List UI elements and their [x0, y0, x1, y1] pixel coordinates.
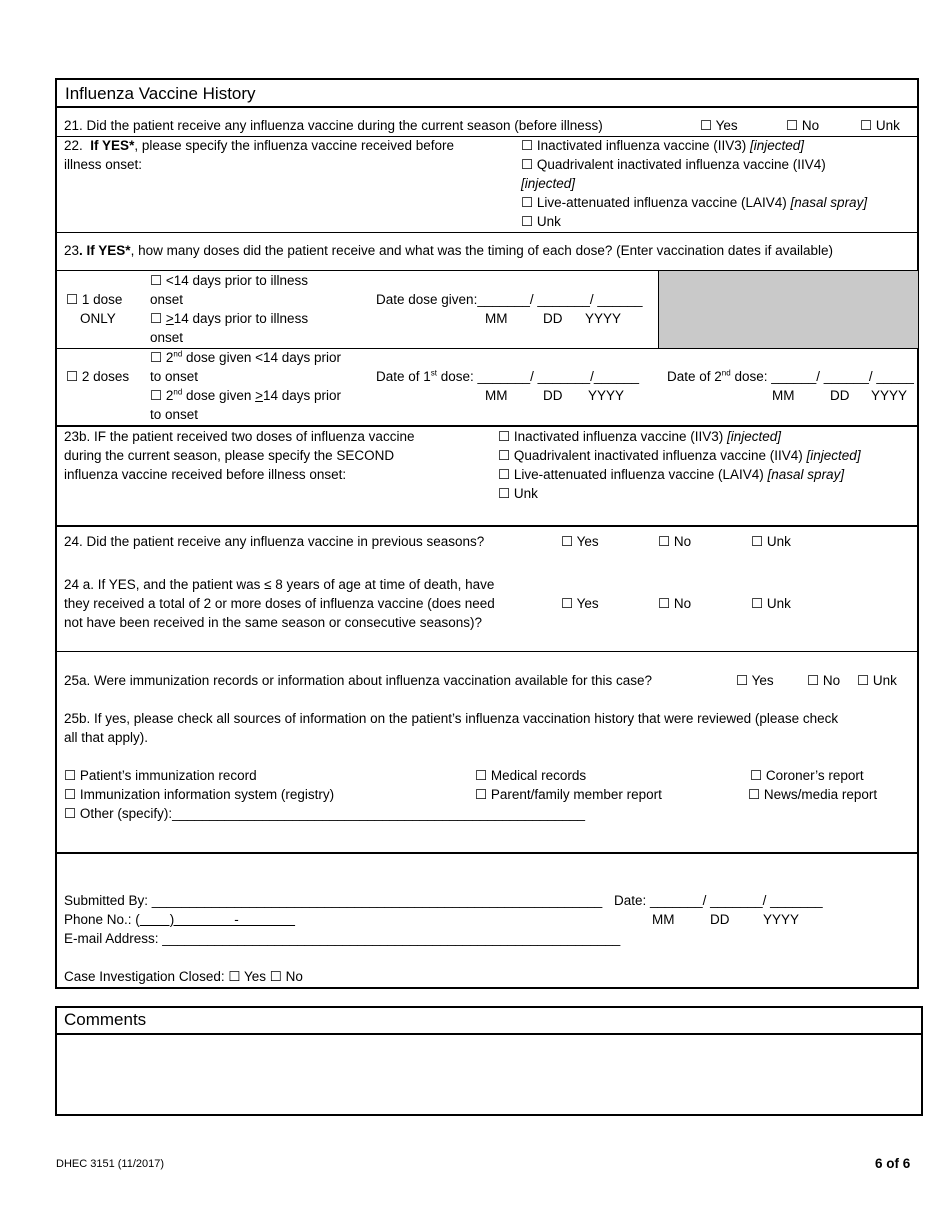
divider — [56, 651, 918, 652]
yyyy-label: YYYY — [871, 388, 908, 403]
divider — [56, 425, 918, 427]
q23b-iiv3-label: ☐ Inactivated influenza vaccine (IIV3) — [498, 429, 724, 444]
source-registry[interactable]: ☐ Immunization information system (registry) — [64, 787, 335, 802]
date1-b: dose: _______/ _______/______ — [437, 369, 639, 384]
q21-unk-checkbox[interactable]: ☐ Unk — [860, 118, 900, 133]
q23-label — [64, 243, 833, 258]
ge-symbol: > — [165, 311, 174, 326]
dd-label: DD — [830, 388, 850, 403]
q22-option-laiv4-tag: [nasal spray] — [790, 195, 868, 210]
one-dose-ge14-box: ☐ — [150, 311, 166, 326]
q25a-text: 25a. Were immunization records or information about influenza vaccination available for this case? — [64, 673, 653, 688]
date2-a: Date of 2 — [667, 369, 722, 384]
q21-yes-checkbox[interactable]: ☐ Yes — [700, 118, 738, 133]
date-second-dose[interactable] — [667, 369, 914, 384]
divider — [56, 525, 918, 527]
date-first-dose[interactable] — [376, 369, 639, 384]
mm-label: MM — [652, 912, 675, 927]
phone-field[interactable] — [64, 912, 295, 927]
q22-label — [64, 138, 454, 153]
two-dose-lt14-a: ☐ 2 — [150, 350, 174, 365]
submitted-by-field[interactable]: Submitted By: ____________________________________________________________ — [64, 893, 603, 908]
q24-unk-checkbox[interactable]: ☐ Unk — [751, 534, 791, 549]
date1-a: Date of 1 — [376, 369, 431, 384]
sup: nd — [173, 349, 183, 359]
submit-date-field[interactable]: Date: _______/ _______/ _______ — [614, 893, 823, 908]
one-dose-ge14-l2: onset — [150, 330, 184, 345]
q23-bold: . If YES* — [79, 243, 131, 258]
two-dose-lt14-l2: to onset — [150, 369, 199, 384]
q23b-iiv4-tag: [injected] — [806, 448, 861, 463]
two-dose-lt14-b: dose given <14 days prior — [182, 350, 342, 365]
two-dose-ge14-b: dose given — [182, 388, 256, 403]
email-field[interactable]: E-mail Address: _____________________________________________________________ — [64, 931, 621, 946]
divider — [56, 348, 918, 349]
q22-option-iiv3-tag: [injected] — [749, 138, 805, 153]
sup: st — [430, 368, 438, 378]
q25b-l2: all that apply). — [64, 730, 149, 745]
dd-label: DD — [543, 311, 563, 326]
q24a-l3: not have been received in the same season or consecutive seasons)? — [64, 615, 483, 630]
yyyy-label: YYYY — [585, 311, 622, 326]
phone-blank: ) - — [139, 912, 296, 927]
q24a-yes-checkbox[interactable]: ☐ Yes — [561, 596, 599, 611]
mm-label: MM — [485, 311, 508, 326]
q22-option-laiv4[interactable] — [521, 195, 867, 211]
q22-option-iiv4-tag: [injected] — [521, 176, 576, 191]
dd-label: DD — [710, 912, 730, 927]
q23b-l2: during the current season, please specify the SECOND — [64, 448, 395, 463]
comments-title: Comments — [64, 1010, 147, 1029]
q24a-unk-checkbox[interactable]: ☐ Unk — [751, 596, 791, 611]
source-immunization-record[interactable]: ☐ Patient’s immunization record — [64, 768, 257, 783]
date-dose-given[interactable]: Date dose given:_______/ _______/ ______ — [376, 292, 643, 307]
q23b-option-iiv4[interactable] — [498, 448, 861, 464]
source-parent-report[interactable]: ☐ Parent/family member report — [475, 787, 662, 802]
q22-option-unk[interactable]: ☐ Unk — [521, 214, 561, 229]
two-dose-ge14-a: ☐ 2 — [150, 388, 174, 403]
two-doses-checkbox[interactable]: ☐ 2 doses — [66, 369, 130, 384]
q25a-unk-checkbox[interactable]: ☐ Unk — [857, 673, 897, 688]
divider — [56, 106, 918, 108]
q22-num: 22. — [64, 138, 83, 153]
q23b-laiv4-tag: [nasal spray] — [767, 467, 845, 482]
divider — [56, 136, 918, 137]
source-medical-records[interactable]: ☐ Medical records — [475, 768, 587, 783]
form-id: DHEC 3151 (11/2017) — [56, 1158, 165, 1170]
q25b-l1: 25b. If yes, please check all sources of information on the patient’s influenza vaccination history that were reviewed (please check — [64, 711, 839, 726]
q23b-iiv3-tag: [injected] — [726, 429, 782, 444]
q23b-l1: 23b. IF the patient received two doses of influenza vaccine — [64, 429, 415, 444]
q23b-option-laiv4[interactable] — [498, 467, 844, 483]
q23b-option-iiv3[interactable] — [498, 429, 781, 445]
q22-rest: , please specify the influenza vaccine received before — [134, 138, 455, 153]
divider — [56, 232, 918, 233]
q22-option-iiv4[interactable]: ☐ Quadrivalent inactivated influenza vaccine (IIV4) — [521, 157, 826, 172]
q23-num: 23 — [64, 243, 80, 258]
divider — [658, 271, 659, 348]
one-dose-ge14-text: 14 days prior to illness — [173, 311, 309, 326]
source-news-report[interactable]: ☐ News/media report — [748, 787, 878, 802]
section-title: Influenza Vaccine History — [65, 84, 256, 103]
q21-text: 21. Did the patient receive any influenza vaccine during the current season (before illness) — [64, 118, 603, 133]
two-dose-ge14[interactable] — [150, 388, 341, 404]
one-dose-lt14-l2: onset — [150, 292, 184, 307]
q23-rest: , how many doses did the patient receive and what was the timing of each dose? (Enter vaccination dates if available) — [130, 243, 833, 258]
page-number-text: 6 of 6 — [875, 1156, 911, 1171]
q22-bold: If YES* — [90, 138, 135, 153]
date2-b: dose: ______/ ______/ _____ — [730, 369, 914, 384]
q24a-no-checkbox[interactable]: ☐ No — [658, 596, 692, 611]
sup: nd — [721, 368, 731, 378]
ge-symbol: > — [255, 388, 263, 403]
q23b-laiv4-label: ☐ Live-attenuated influenza vaccine (LAIV4) — [498, 467, 764, 482]
one-dose-ge14[interactable] — [150, 311, 308, 327]
q22-option-iiv3-label: ☐ Inactivated influenza vaccine (IIV3) — [521, 138, 747, 153]
gray-block — [659, 271, 918, 348]
yyyy-label: YYYY — [588, 388, 625, 403]
one-dose-lt14[interactable]: ☐ <14 days prior to illness — [150, 273, 309, 288]
q23b-l3: influenza vaccine received before illness onset: — [64, 467, 347, 482]
source-coroner-report[interactable]: ☐ Coroner’s report — [750, 768, 864, 783]
page-number — [875, 1156, 910, 1171]
q24a-l1: 24 a. If YES, and the patient was ≤ 8 years of age at time of death, have — [64, 577, 495, 592]
mm-label: MM — [485, 388, 508, 403]
mm-label: MM — [772, 388, 795, 403]
q23b-option-unk[interactable]: ☐ Unk — [498, 486, 538, 501]
q24-no-checkbox[interactable]: ☐ No — [658, 534, 692, 549]
q24-yes-checkbox[interactable]: ☐ Yes — [561, 534, 599, 549]
divider — [56, 1033, 922, 1035]
yyyy-label: YYYY — [763, 912, 800, 927]
two-dose-ge14-l2: to onset — [150, 407, 199, 422]
one-dose-checkbox[interactable]: ☐ 1 dose — [66, 292, 123, 307]
q21-no-checkbox[interactable]: ☐ No — [786, 118, 820, 133]
one-dose-only: ONLY — [80, 311, 116, 326]
comments-area[interactable] — [58, 1036, 918, 1114]
q22-option-laiv4-label: ☐ Live-attenuated influenza vaccine (LAIV4) — [521, 195, 787, 210]
q25a-no-checkbox[interactable]: ☐ No — [807, 673, 841, 688]
phone-label: Phone No.: ( — [64, 912, 140, 927]
source-other[interactable]: ☐ Other (specify):_______________________________________________________ — [64, 806, 586, 821]
sup: nd — [173, 387, 183, 397]
q23b-iiv4-label: ☐ Quadrivalent inactivated influenza vaccine (IIV4) — [498, 448, 803, 463]
q22-line2: illness onset: — [64, 157, 143, 172]
q24-text: 24. Did the patient receive any influenza vaccine in previous seasons? — [64, 534, 485, 549]
divider — [56, 852, 918, 854]
q24a-l2: they received a total of 2 or more doses of influenza vaccine (does need — [64, 596, 495, 611]
dd-label: DD — [543, 388, 563, 403]
two-dose-lt14[interactable] — [150, 350, 341, 366]
q25a-yes-checkbox[interactable]: ☐ Yes — [736, 673, 774, 688]
case-closed[interactable]: Case Investigation Closed: ☐ Yes ☐ No — [64, 969, 303, 984]
q22-option-iiv3[interactable] — [521, 138, 804, 154]
two-dose-ge14-c: 14 days prior — [262, 388, 342, 403]
